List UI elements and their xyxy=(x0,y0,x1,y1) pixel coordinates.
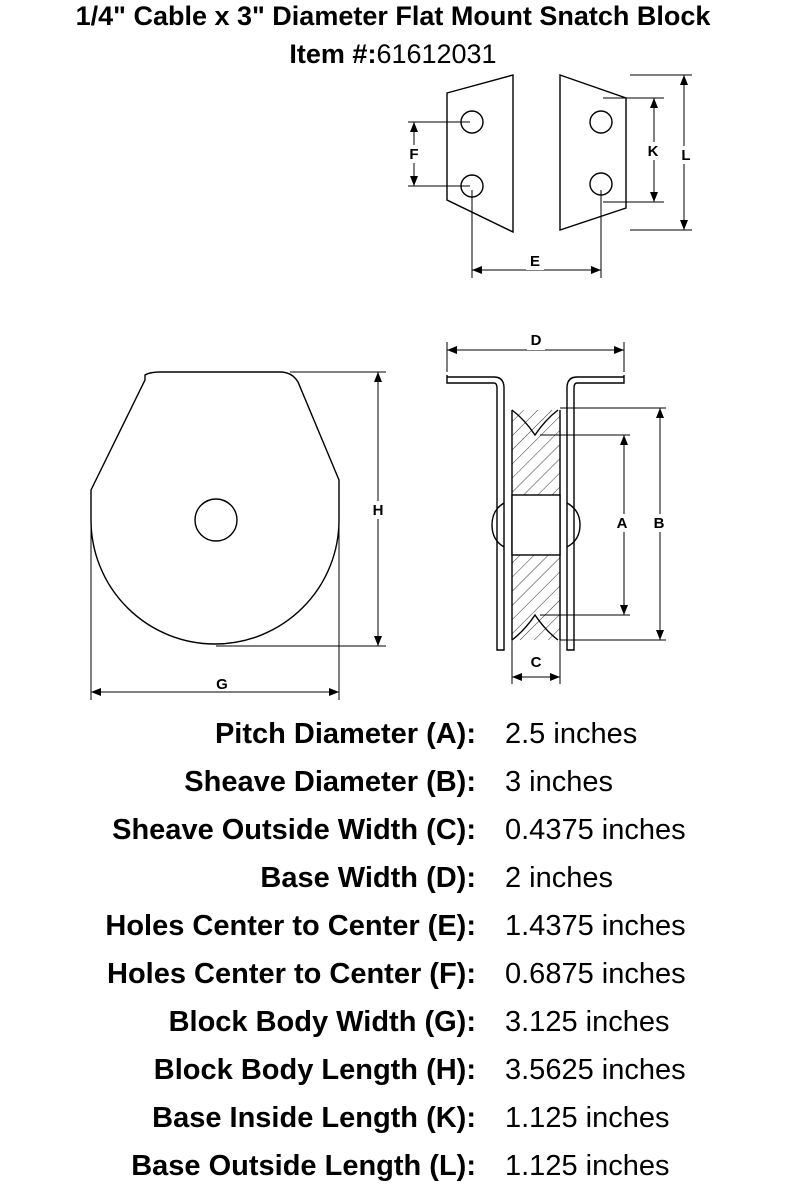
spec-value: 2.5 inches xyxy=(505,718,638,750)
spec-label: Pitch Diameter (A): xyxy=(214,718,476,750)
block-body-front-view xyxy=(91,372,339,644)
spec-row-base-outside-length xyxy=(0,1150,786,1194)
spec-value: 3.5625 inches xyxy=(505,1054,686,1086)
dimension-lines xyxy=(91,75,692,700)
spec-label: Sheave Diameter (B): xyxy=(184,766,476,798)
dim-label-d: D xyxy=(530,332,542,349)
spec-value: 1.4375 inches xyxy=(505,910,686,942)
page-title: 1/4" Cable x 3" Diameter Flat Mount Snatch Block xyxy=(75,1,711,31)
item-number-value: 61612031 xyxy=(376,39,497,69)
dim-label-a: A xyxy=(616,515,628,532)
dim-label-k: K xyxy=(647,143,659,160)
spec-label: Block Body Length (H): xyxy=(153,1054,476,1086)
spec-row-body-length xyxy=(0,1054,786,1098)
spec-row-holes-e xyxy=(0,910,786,954)
spec-row-base-width xyxy=(0,862,786,906)
spec-label: Base Width (D): xyxy=(260,862,476,894)
spec-value: 0.4375 inches xyxy=(505,814,686,846)
spec-value: 1.125 inches xyxy=(505,1150,670,1182)
spec-row-base-inside-length xyxy=(0,1102,786,1146)
spec-label: Holes Center to Center (E): xyxy=(105,910,476,942)
spec-row-sheave-outside-width xyxy=(0,814,786,858)
base-plate-left-view xyxy=(447,75,513,232)
spec-label: Sheave Outside Width (C): xyxy=(112,814,476,846)
spec-row-pitch-diameter xyxy=(0,718,786,762)
dim-label-e: E xyxy=(529,253,541,270)
spec-value: 1.125 inches xyxy=(505,1102,670,1134)
spec-label: Holes Center to Center (F): xyxy=(107,958,476,990)
dim-label-g: G xyxy=(216,676,228,693)
dim-label-b: B xyxy=(653,515,665,532)
spec-value: 2 inches xyxy=(505,862,614,894)
spec-value: 0.6875 inches xyxy=(505,958,686,990)
dim-label-f: F xyxy=(409,146,419,163)
item-number-label: Item #: xyxy=(289,39,377,69)
dim-label-h: H xyxy=(372,502,384,519)
spec-value: 3.125 inches xyxy=(505,1006,670,1038)
spec-value: 3 inches xyxy=(505,766,614,798)
spec-row-sheave-diameter xyxy=(0,766,786,810)
spec-row-body-width xyxy=(0,1006,786,1050)
dim-label-c: C xyxy=(530,654,542,671)
spec-row-holes-f xyxy=(0,958,786,1002)
arrowheads xyxy=(91,75,691,696)
dim-label-l: L xyxy=(681,147,691,164)
spec-label: Block Body Width (G): xyxy=(168,1006,476,1038)
spec-label: Base Outside Length (L): xyxy=(131,1150,476,1182)
block-side-view xyxy=(447,375,624,650)
spec-label: Base Inside Length (K): xyxy=(152,1102,476,1134)
